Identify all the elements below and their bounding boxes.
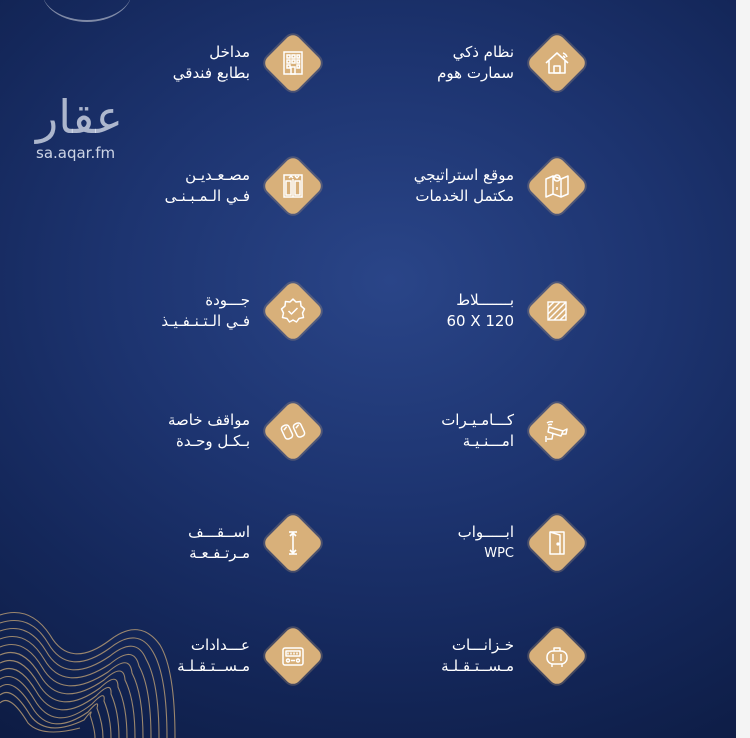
feature-ceilings [140,512,324,574]
feature-tiles [404,280,588,342]
feature-subtitle: مـســتـقـلـة [177,657,250,675]
feature-title: مداخل [209,43,250,61]
elevator-icon [277,170,309,202]
feature-label [404,410,514,452]
feature-elevators [140,155,324,217]
security-camera-icon [541,415,573,447]
feature-title: كـــامـيـرات [441,411,514,429]
feature-subtitle: بـكـل وحـدة [175,432,250,450]
feature-icon-badge [262,155,324,217]
watermark-logo: عقار [36,90,123,144]
feature-subtitle: مـرتـفـعـة [189,544,250,562]
feature-subtitle: فـي الـتـنـفـيـذ [161,312,250,330]
feature-icon-badge [526,32,588,94]
feature-subtitle: مـســتـقـلـة [441,657,514,675]
door-icon [541,527,573,559]
feature-label [140,410,250,452]
feature-label [404,635,514,677]
feature-title: مصـعـديـن [185,166,250,184]
feature-subtitle: 60 X 120 [446,312,514,330]
feature-subtitle: امـــنـيـة [462,432,514,450]
feature-label [140,290,250,332]
feature-smart-home [404,32,588,94]
feature-title: اســقـــف [188,523,250,541]
feature-title: موقع استراتيجي [413,166,514,184]
feature-label [404,522,514,564]
feature-subtitle: فـي الـمـبـنـى [164,187,250,205]
hotel-building-icon [277,47,309,79]
feature-meters [140,625,324,687]
feature-icon-badge [526,280,588,342]
watermark-url: sa.aqar.fm [36,144,116,162]
feature-title: جـــودة [205,291,250,309]
feature-icon-badge [262,400,324,462]
top-decorative-arc [42,0,132,22]
feature-icon-badge [262,625,324,687]
feature-title: بـــــــلاط [456,291,514,309]
feature-tanks [404,625,588,687]
feature-hotel-entrances [140,32,324,94]
feature-subtitle: مكتمل الخدمات [415,187,514,205]
feature-parking [140,400,324,462]
meter-icon [277,640,309,672]
feature-subtitle: بطابع فندقي [172,64,250,82]
feature-icon-badge [262,512,324,574]
high-ceiling-icon [277,527,309,559]
feature-cameras [404,400,588,462]
water-tank-icon [541,640,573,672]
aqar-watermark [36,90,123,162]
map-location-icon [541,170,573,202]
feature-label [140,635,250,677]
parking-cars-icon [277,415,309,447]
feature-label [140,42,250,84]
feature-icon-badge [262,32,324,94]
feature-label [404,42,514,84]
feature-label [140,165,250,207]
feature-icon-badge [262,280,324,342]
feature-doors [404,512,588,574]
feature-title: ابـــــواب [457,523,514,541]
feature-label [404,290,514,332]
smart-home-icon [541,47,573,79]
feature-title: نظام ذكي [452,43,514,61]
feature-icon-badge [526,155,588,217]
feature-quality [140,280,324,342]
feature-label [140,522,250,564]
feature-label [404,165,514,207]
quality-badge-icon [277,295,309,327]
feature-title: خـزانـــات [451,636,514,654]
feature-title: عـــدادات [190,636,250,654]
feature-title: مواقف خاصة [167,411,250,429]
tiles-icon [541,295,573,327]
feature-icon-badge [526,625,588,687]
feature-subtitle: WPC [484,546,514,561]
feature-strategic-location [404,155,588,217]
feature-subtitle: سمارت هوم [437,64,514,82]
feature-icon-badge [526,400,588,462]
page-right-border [736,0,750,738]
feature-icon-badge [526,512,588,574]
